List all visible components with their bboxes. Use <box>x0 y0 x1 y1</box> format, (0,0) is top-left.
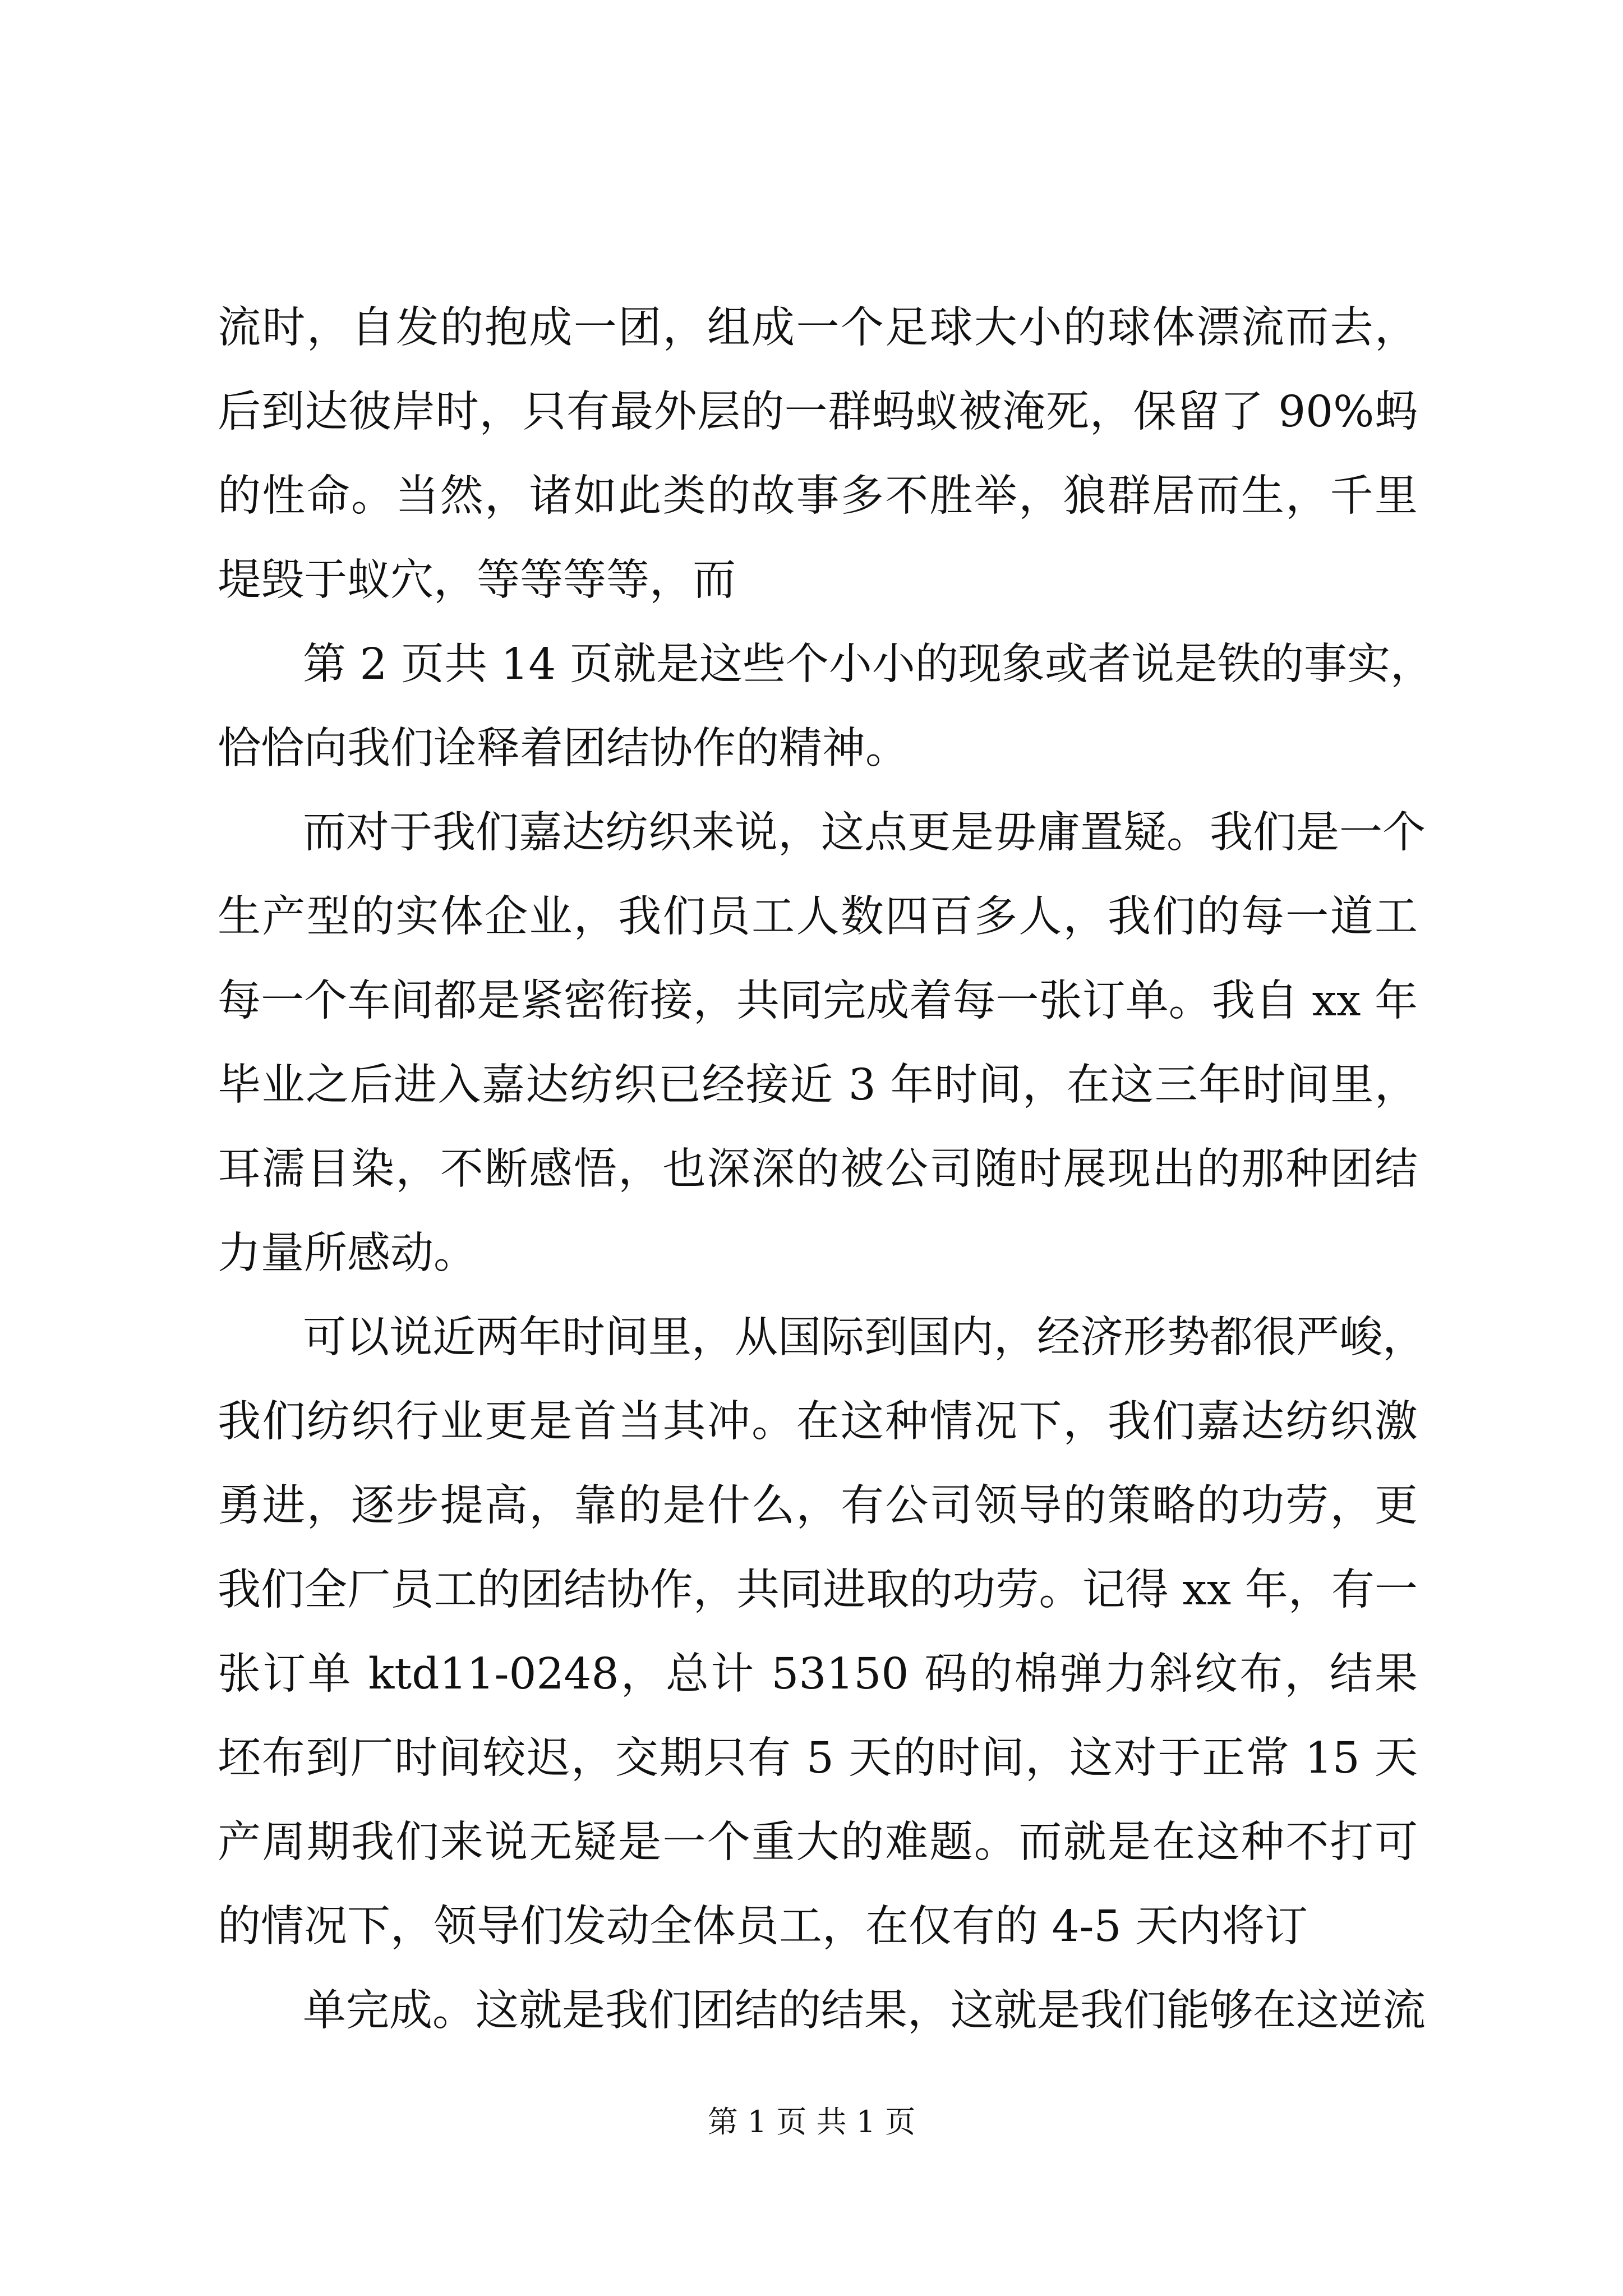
text-line: 产周期我们来说无疑是一个重大的难题。而就是在这种不打可 <box>218 1818 1418 1867</box>
text-line: 每一个车间都是紧密衔接，共同完成着每一张订单。我自 xx 年 <box>218 976 1418 1026</box>
page-footer <box>0 2102 1623 2142</box>
text-line: 生产型的实体企业，我们员工人数四百多人，我们的每一道工 <box>218 892 1418 942</box>
text-line: 坯布到厂时间较迟，交期只有 5 天的时间，这对于正常 15 天 <box>218 1733 1418 1783</box>
text-line: 后到达彼岸时，只有最外层的一群蚂蚁被淹死，保留了 90%蚂 <box>218 387 1418 437</box>
text-line: 毕业之后进入嘉达纺织已经接近 3 年时间，在这三年时间里， <box>218 1060 1418 1110</box>
text-line: 堤毁于蚁穴，等等等等，而 <box>218 555 736 605</box>
body-text <box>218 286 1433 2053</box>
text-line: 张订单 ktd11-0248，总计 53150 码的棉弹力斜纹布，结果 <box>218 1649 1418 1699</box>
text-line: 可以说近两年时间里，从国际到国内，经济形势都很严峻， <box>303 1313 1426 1363</box>
text-line: 流时，自发的抱成一团，组成一个足球大小的球体漂流而去， <box>218 303 1418 353</box>
paragraph-ant-raft <box>218 286 1418 623</box>
text-line: 我们全厂员工的团结协作，共同进取的功劳。记得 xx 年，有一 <box>218 1565 1418 1615</box>
text-line: 耳濡目染，不断感悟，也深深的被公司随时展现出的那种团结 <box>218 1144 1418 1194</box>
text-line: 力量所感动。 <box>218 1228 477 1278</box>
text-line: 的性命。当然，诸如此类的故事多不胜举，狼群居而生，千里 <box>218 471 1418 521</box>
text-line: 单完成。这就是我们团结的结果，这就是我们能够在这逆流 <box>303 1986 1426 2036</box>
page-number-label: 第 1 页 共 1 页 <box>707 2104 916 2139</box>
text-line: 勇进，逐步提高，靠的是什么，有公司领导的策略的功劳，更 <box>218 1481 1418 1531</box>
text-line: 恰恰向我们诠释着团结协作的精神。 <box>218 724 909 774</box>
text-line: 我们纺织行业更是首当其冲。在这种情况下，我们嘉达纺织激 <box>218 1397 1418 1447</box>
text-line: 第 2 页共 14 页就是这些个小小的现象或者说是铁的事实， <box>303 639 1433 689</box>
paragraph-jiada-textile <box>218 791 1426 1296</box>
paragraph-order-completion <box>218 1969 1426 2053</box>
text-line: 的情况下，领导们发动全体员工，在仅有的 4-5 天内将订 <box>218 1902 1308 1952</box>
text-line: 而对于我们嘉达纺织来说，这点更是毋庸置疑。我们是一个 <box>303 808 1426 858</box>
paragraph-economic-situation <box>218 1296 1426 1969</box>
paragraph-page-reference <box>218 623 1433 791</box>
